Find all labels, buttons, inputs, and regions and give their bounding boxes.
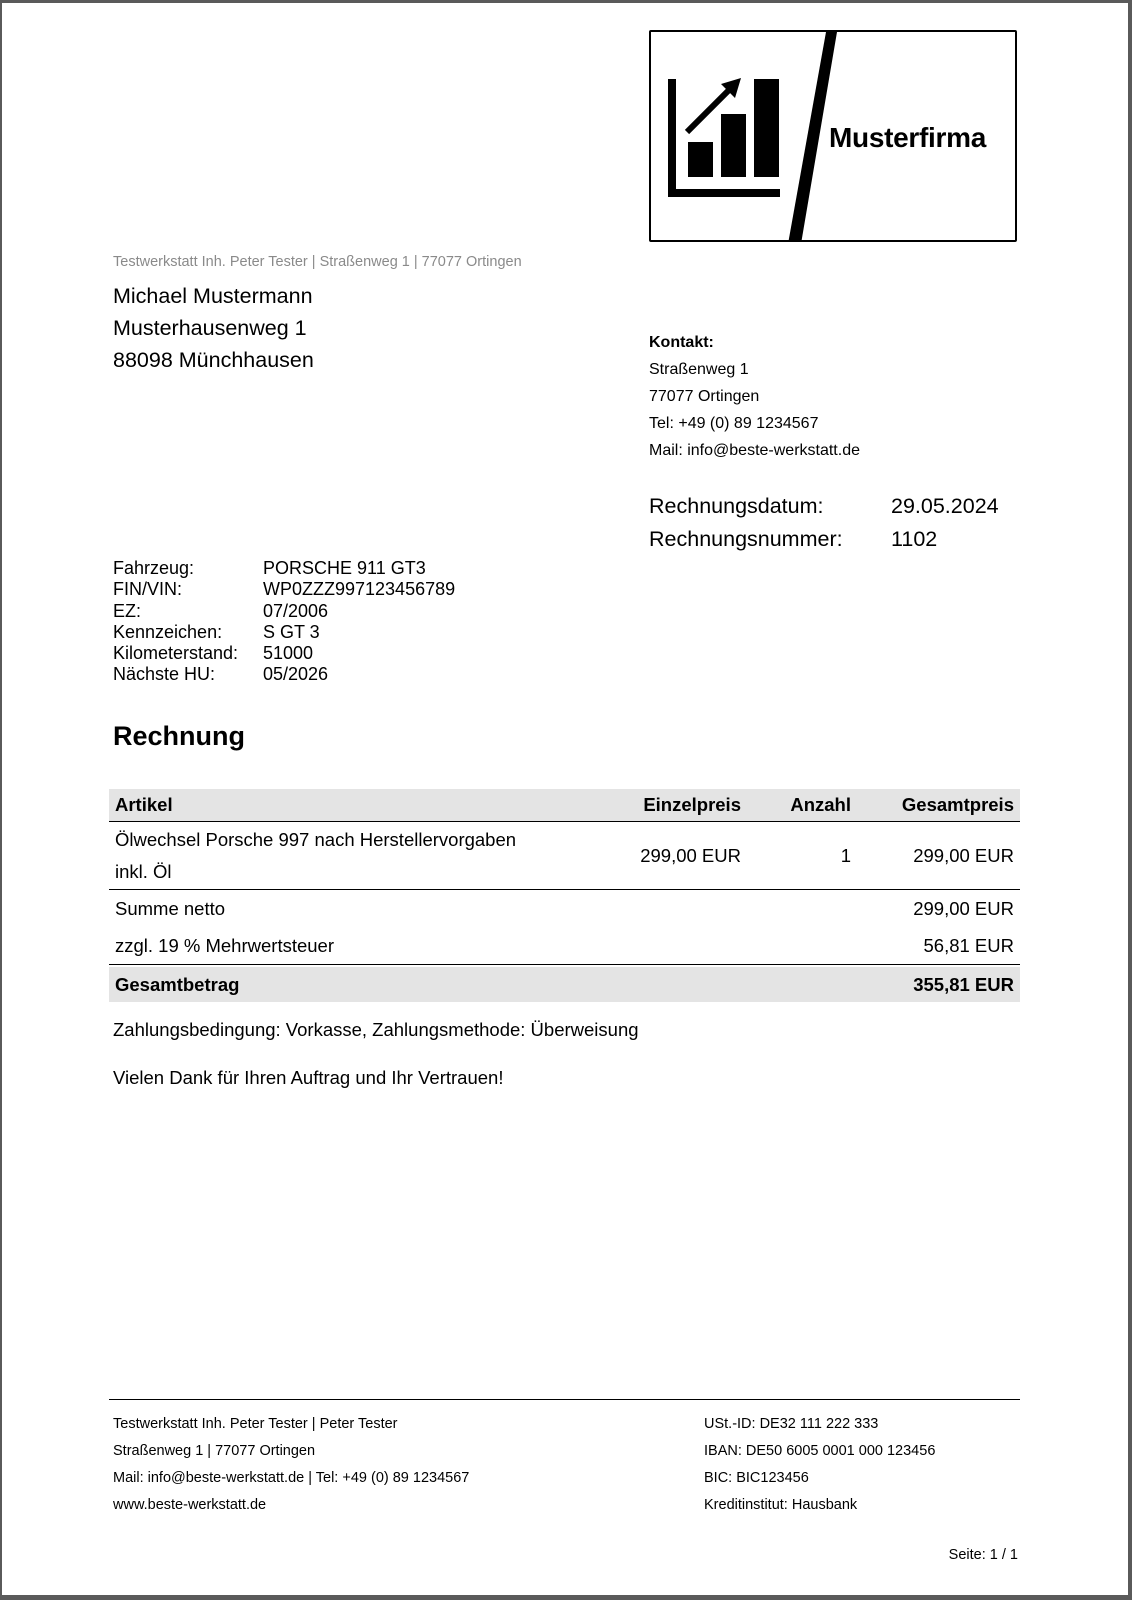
footer-bank-info: [704, 1411, 935, 1519]
vehicle-value: PORSCHE 911 GT3: [263, 558, 426, 578]
footer-line: Kreditinstitut: Hausbank: [704, 1497, 858, 1513]
vehicle-row: [113, 579, 455, 600]
table-header: [109, 789, 1020, 822]
footer-divider: [109, 1399, 1020, 1400]
item-description-line: inkl. Öl: [115, 860, 172, 882]
vehicle-row: [113, 622, 455, 643]
net-sum-label: Summe netto: [115, 897, 226, 919]
footer-line: Straßenweg 1 | 77077 Ortingen: [113, 1443, 316, 1459]
vehicle-label: Nächste HU:: [113, 664, 216, 685]
header-unit-price: Einzelpreis: [643, 794, 741, 815]
vehicle-value: 07/2006: [263, 600, 329, 621]
invoice-page: [2, 3, 1128, 1595]
recipient-name: Michael Mustermann: [113, 284, 313, 308]
grand-total-row: [109, 967, 1020, 1002]
vehicle-row: [113, 601, 455, 622]
vehicle-label: EZ:: [113, 600, 142, 621]
payment-terms: Zahlungsbedingung: Vorkasse, Zahlungsmethode: Überweisung: [113, 1019, 639, 1040]
invoice-number-value: 1102: [891, 526, 938, 551]
vehicle-value: 51000: [263, 643, 314, 664]
invoice-date-value: 29.05.2024: [891, 494, 999, 518]
invoice-date-label: Rechnungsdatum:: [649, 494, 824, 518]
vehicle-row: [113, 643, 455, 664]
vehicle-value: S GT 3: [263, 621, 320, 642]
recipient-address: [113, 280, 314, 376]
grand-total-label: Gesamtbetrag: [115, 973, 240, 995]
vehicle-info: [113, 558, 455, 686]
footer-line: Mail: info@beste-werkstatt.de | Tel: +49 (0) 89 1234567: [113, 1470, 470, 1486]
tax-label: zzgl. 19 % Mehrwertsteuer: [115, 934, 335, 956]
contact-street: Straßenweg 1: [649, 361, 749, 378]
contact-block: [649, 329, 860, 464]
vehicle-row: [113, 664, 455, 685]
vehicle-value: WP0ZZZ997123456789: [263, 579, 456, 600]
contact-mail: Mail: info@beste-werkstatt.de: [649, 442, 860, 459]
invoice-table: [109, 789, 1020, 1002]
item-unit-price: 299,00 EUR: [640, 844, 741, 866]
invoice-date-row: [649, 490, 999, 523]
table-row: [109, 822, 1020, 890]
recipient-street: Musterhausenweg 1: [113, 316, 307, 340]
vehicle-label: FIN/VIN:: [113, 579, 183, 600]
contact-heading: Kontakt:: [649, 334, 714, 351]
tax-row: [109, 927, 1020, 965]
item-description: [109, 824, 594, 888]
invoice-number-row: [649, 523, 999, 556]
vehicle-value: 05/2026: [263, 664, 329, 685]
page-number: Seite: 1 / 1: [948, 1547, 1018, 1563]
tax-value: 56,81 EUR: [923, 934, 1014, 956]
net-sum-row: [109, 890, 1020, 927]
footer-company-info: [113, 1411, 469, 1519]
footer-line: BIC: BIC123456: [704, 1470, 809, 1486]
invoice-meta: [649, 490, 999, 555]
footer-line: IBAN: DE50 6005 0001 000 123456: [704, 1443, 936, 1459]
contact-city: 77077 Ortingen: [649, 388, 760, 405]
footer-line: www.beste-werkstatt.de: [113, 1497, 267, 1513]
vehicle-label: Kilometerstand:: [113, 643, 239, 664]
item-quantity: 1: [840, 844, 851, 866]
header-quantity: Anzahl: [790, 794, 851, 815]
header-total-price: Gesamtpreis: [901, 794, 1014, 815]
footer-line: Testwerkstatt Inh. Peter Tester | Peter Tester: [113, 1416, 398, 1432]
footer-line: USt.-ID: DE32 111 222 333: [704, 1416, 879, 1432]
vehicle-label: Fahrzeug:: [113, 558, 195, 578]
thank-you-note: Vielen Dank für Ihren Auftrag und Ihr Vertrauen!: [113, 1067, 504, 1088]
net-sum-value: 299,00 EUR: [913, 897, 1014, 919]
sender-address-line: Testwerkstatt Inh. Peter Tester | Straßenweg 1 | 77077 Ortingen: [113, 254, 522, 270]
invoice-number-label: Rechnungsnummer:: [649, 526, 843, 551]
vehicle-label: Kennzeichen:: [113, 621, 223, 642]
company-logo: [649, 30, 1017, 242]
item-description-line: Ölwechsel Porsche 997 nach Herstellervorgaben: [115, 828, 517, 850]
item-total-price: 299,00 EUR: [913, 844, 1014, 866]
grand-total-value: 355,81 EUR: [913, 973, 1014, 995]
logo-company-name: Musterfirma: [829, 122, 986, 153]
header-article: Artikel: [115, 794, 173, 815]
document-title: Rechnung: [113, 721, 245, 751]
contact-tel: Tel: +49 (0) 89 1234567: [649, 415, 819, 432]
recipient-city: 88098 Münchhausen: [113, 348, 314, 372]
vehicle-row: [113, 558, 455, 579]
